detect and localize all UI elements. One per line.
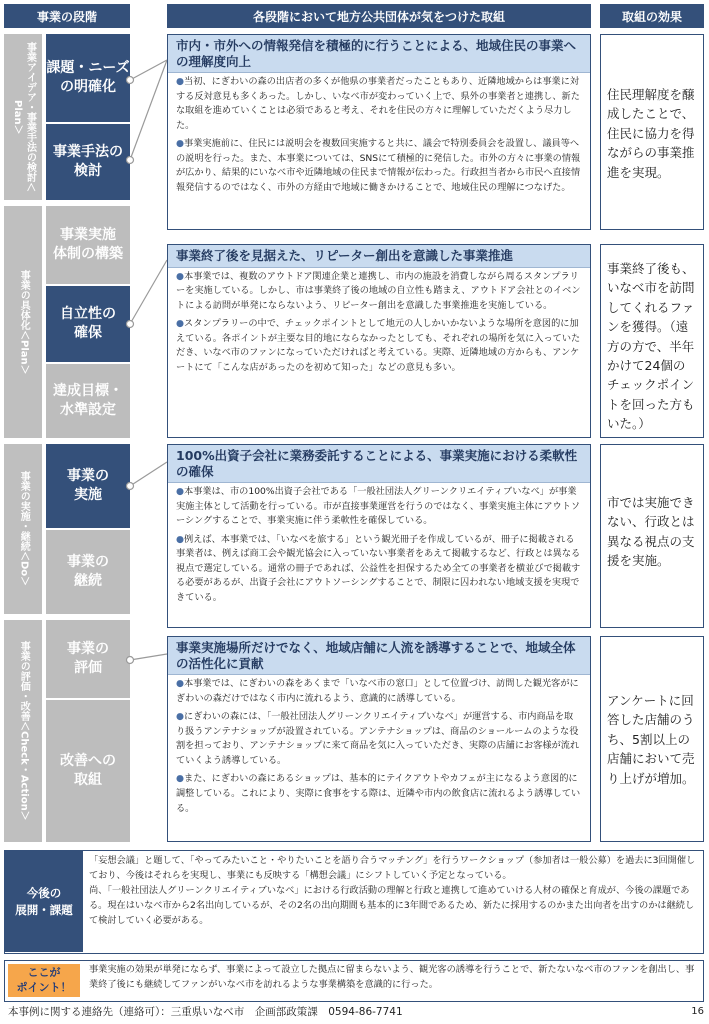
- future-text: 「妄想会議」と題して、「やってみたいこと・やりたいことを語り合うマッチング」を行うワークショップ（参加者は一般公募）を過去に3回開催しており、今後はそれらを実現し、事業にも反映する「構想会議」にシフトしていく予定となっている。 尚、「一般社団法人グリーンクリエイティブいなべ」における行政活動の理解と行政と連携して進めていける人材の確保と育成が、今後の課題である。現在はいなべ市から2名出向しているが、その2名の出向期間も基本的に3年間であるため、新たに採用するのかまた出向者を出すのかは継続して検討していく必要がある。: [89, 855, 696, 926]
- effort-block-title: 100%出資子会社に業務委託することによる、事業実施における柔軟性の確保: [168, 445, 590, 483]
- header-effects: 取組の効果: [600, 4, 704, 28]
- step-improvement: 改善への 取組: [46, 700, 130, 842]
- contact-info: 本事例に関する連絡先（連絡可）：三重県いなべ市 企画部政策課 0594-86-7741: [8, 1006, 403, 1018]
- step-continuation: 事業の 継続: [46, 530, 130, 614]
- step-target: 達成目標・ 水準設定: [46, 364, 130, 438]
- effect-box-3: 市では実施できない、行政とは異なる視点の支援を実施。: [600, 444, 704, 628]
- effort-bullet: ●事業実施前に、住民には説明会を複数回実施すると共に、議会で特別委員会を設置し、議員等への説明を行った。また、本事業については、SNSにて積極的に発信した。市外の方々に事業の情報が広かり、結果的にいなべ市や近隣地域の住民まで情報が伝わった。行政担当者から市民へ直接情報発信するのではなく、市外の方経由で地域に働きかけることで、地域住民の理解につなげた。: [176, 138, 581, 193]
- step-structure: 事業実施 体制の構築: [46, 206, 130, 284]
- effort-block-4: [167, 636, 591, 842]
- effort-block-title: 市内・市外への情報発信を積極的に行うことによる、地域住民の事業への理解度向上: [168, 35, 590, 73]
- phase-do: 事業の実施・継続＜Do＞: [4, 444, 42, 614]
- effort-bullet: ●当初、にぎわいの森の出店者の多くが他県の事業者だったこともあり、近隣地域からは事業に対する反対意見も多くあった。しかし、いなべ市が変わっていく上で、県外の事業者と連携し、新たな取組を進めていくことは必須であると考え、それを住民の方々に理解していただくよう尽力した。: [176, 76, 580, 131]
- step-issue-needs: 課題・ニーズ の明確化: [46, 34, 130, 122]
- phase-plan-idea: 事業アイデア・事業手法の検討＜Plan＞: [4, 34, 42, 200]
- effort-bullet: ●本事業は、市の100%出資子会社である「一般社団法人グリーンクリエイティブいなべ」が事業実施主体として活動を行っている。市が直接事業運営を行うのではなく、事業実施主体にアウトソーシングすることで、事業実施に伴う柔軟性を確保している。: [176, 486, 581, 527]
- effort-block-1: [167, 34, 591, 230]
- effort-bullet: ●本事業では、にぎわいの森をあくまで「いなべ市の窓口」として位置づけ、訪問した観光客がにぎわいの森だけではなく市内に流れるよう、意識的に誘導している。: [176, 678, 579, 704]
- effort-block-title: 事業終了後を見据えた、リピーター創出を意識した事業推進: [168, 245, 590, 268]
- future-label: 今後の 展開・課題: [5, 851, 83, 952]
- effect-box-2: 事業終了後も、いなべ市を訪問してくれるファンを獲得。（遠方の方で、半年かけて24個のチェックポイントを回った方もいた。）: [600, 244, 704, 438]
- step-evaluation: 事業の 評価: [46, 620, 130, 698]
- effect-box-1: 住民理解度を醸成したことで、住民に協力を得ながらの事業推進を実現。: [600, 34, 704, 230]
- step-method: 事業手法の 検討: [46, 124, 130, 200]
- step-independence: 自立性の 確保: [46, 286, 130, 362]
- phase-plan-detail: 事業の具体化＜Plan＞: [4, 206, 42, 438]
- step-implementation: 事業の 実施: [46, 444, 130, 528]
- page-number: 16: [691, 1006, 704, 1017]
- effort-bullet: ●また、にぎわいの森にあるショップは、基本的にテイクアウトやカフェが主になるよう意図的に調整している。これにより、実際に食事をする際は、近隣や市内の飲食店に流れるよう誘導している。: [176, 773, 581, 814]
- effort-bullet: ●にぎわいの森には、「一般社団法人グリーンクリエイティブいなべ」が運営する、市内商品を取り扱うアンテナショップが設置されている。アンテナショップは、商品のショールームのような役割を担っており、アンテナショップに来て商品を気に入っていただき、実際の店舗にお客様が流れていくよう誘導している。: [176, 711, 580, 766]
- effect-box-4: アンケートに回答した店舗のうち、5割以上の店舗において売り上げが増加。: [600, 636, 704, 842]
- effort-bullet: ●例えば、本事業では、「いなべを旅する」という観光冊子を作成しているが、冊子に掲載される事業者は、例えば商工会や観光協会に入っていない事業者をあえて掲載するなど、行政とは異なる視点で選定している。通常の冊子であれば、公益性を担保するため全ての事業者を横並びで掲載する必要があるが、出資子会社にアウトソーシングすることで、制限に囚われない地域支援を実現できている。: [176, 533, 581, 603]
- effort-bullet: ●本事業では、複数のアウトドア関連企業と連携し、市内の施設を消費しながら周るスタンプラリーを実施している。しかし、市は事業終了後の地域の自立性も踏まえ、アウトドア会社とのイベントによる訪問が単発にならないよう、リピーター創出を意識した事業推進を実施している。: [176, 270, 581, 311]
- effort-block-title: 事業実施場所だけでなく、地域店舗に人流を誘導することで、地域全体の活性化に貢献: [168, 637, 590, 675]
- effort-block-2: [167, 244, 591, 438]
- header-stages: 事業の段階: [4, 4, 130, 28]
- point-section: [4, 960, 704, 1002]
- phase-check-action: 事業の評価・改善＜Check・Action＞: [4, 620, 42, 842]
- effort-bullet: ●スタンプラリーの中で、チェックポイントとして地元の人しかいかないような場所を意図的に加えている。各ポイントが主要な目的地にならなかったとしても、それぞれの場所を気に入っていただき、いなべ市のファンになっていただければと考えている。実際、近隣地域の方からも、アンケートにて「こんな店があったのを初めて知った」などの意見も多い。: [176, 318, 581, 373]
- future-section: [4, 850, 704, 954]
- point-text: 事業実施の効果が単発にならず、事業によって設立した拠点に留まらないよう、観光客の誘導を行うことで、新たないなべ市のファンを創出し、事業終了後にも継続してファンがいなべ市を訪れるような事業構築を意識的に行った。: [89, 964, 695, 990]
- header-efforts: 各段階において地方公共団体が気をつけた取組: [167, 4, 591, 28]
- effort-block-3: [167, 444, 591, 628]
- point-label: ここが ポイント！: [8, 964, 80, 997]
